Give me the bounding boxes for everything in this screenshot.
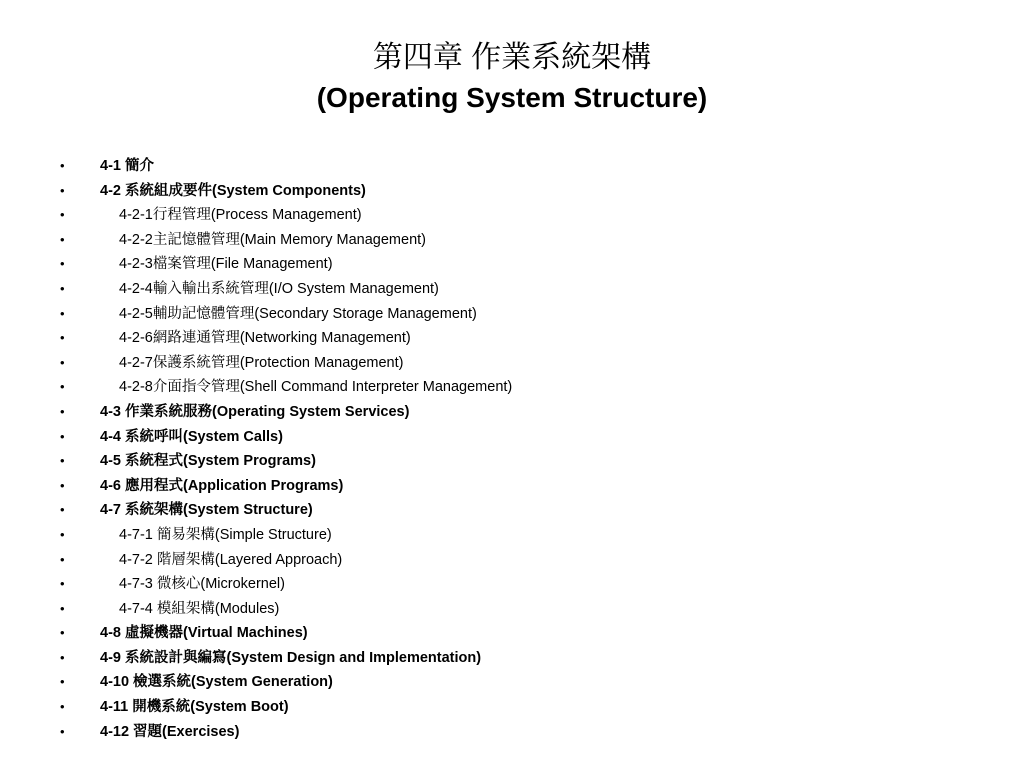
outline-item-text: 4-12 習題(Exercises) bbox=[100, 723, 240, 740]
bullet-icon: • bbox=[60, 379, 65, 395]
outline-subsection-item bbox=[60, 203, 1000, 228]
outline-subsection-item bbox=[60, 351, 1000, 376]
outline-item-text: 4-2-5輔助記憶體管理(Secondary Storage Management) bbox=[119, 305, 477, 322]
outline-item-text: 4-7 系統架構(System Structure) bbox=[100, 502, 313, 519]
outline-section-item bbox=[60, 621, 1000, 646]
outline-section-item bbox=[60, 646, 1000, 671]
outline-subsection-item bbox=[60, 597, 1000, 622]
outline-item-text: 4-8 虛擬機器(Virtual Machines) bbox=[100, 625, 308, 642]
bullet-icon: • bbox=[60, 403, 65, 419]
bullet-icon: • bbox=[60, 526, 65, 542]
bullet-icon: • bbox=[60, 576, 65, 592]
outline-item-text: 4-7-1 簡易架構(Simple Structure) bbox=[119, 526, 332, 543]
outline-item-text: 4-2-1行程管理(Process Management) bbox=[119, 207, 362, 224]
outline-item-text: 4-11 開機系統(System Boot) bbox=[100, 699, 289, 716]
bullet-icon: • bbox=[60, 551, 65, 567]
chapter-outline-list bbox=[60, 154, 1000, 744]
outline-item-text: 4-6 應用程式(Application Programs) bbox=[100, 477, 344, 494]
outline-section-item bbox=[60, 670, 1000, 695]
bullet-icon: • bbox=[60, 330, 65, 346]
bullet-icon: • bbox=[60, 699, 65, 715]
outline-item-text: 4-2-7保護系統管理(Protection Management) bbox=[119, 354, 404, 371]
bullet-icon: • bbox=[60, 649, 65, 665]
outline-item-text: 4-10 檢選系統(System Generation) bbox=[100, 674, 333, 691]
outline-subsection-item bbox=[60, 523, 1000, 548]
outline-item-text: 4-2-6網路連通管理(Networking Management) bbox=[119, 330, 411, 347]
outline-item-text: 4-2-4輸入輸出系統管理(I/O System Management) bbox=[119, 280, 439, 297]
bullet-icon: • bbox=[60, 256, 65, 272]
bullet-icon: • bbox=[60, 600, 65, 616]
title-english: (Operating System Structure) bbox=[316, 82, 708, 113]
bullet-icon: • bbox=[60, 428, 65, 444]
outline-item-text: 4-2-3檔案管理(File Management) bbox=[119, 256, 333, 273]
outline-section-item bbox=[60, 449, 1000, 474]
outline-section-item bbox=[60, 179, 1000, 204]
bullet-icon: • bbox=[60, 674, 65, 690]
outline-section-item bbox=[60, 154, 1000, 179]
outline-item-text: 4-4 系統呼叫(System Calls) bbox=[100, 428, 283, 445]
outline-item-text: 4-7-2 階層架構(Layered Approach) bbox=[119, 551, 343, 568]
slide-title bbox=[0, 38, 1024, 118]
bullet-icon: • bbox=[60, 354, 65, 370]
outline-subsection-item bbox=[60, 302, 1000, 327]
bullet-icon: • bbox=[60, 158, 65, 173]
outline-section-item bbox=[60, 498, 1000, 523]
bullet-icon: • bbox=[60, 625, 65, 641]
outline-subsection-item bbox=[60, 277, 1000, 302]
outline-item-text: 4-2-2主記憶體管理(Main Memory Management) bbox=[119, 231, 426, 248]
outline-subsection-item bbox=[60, 572, 1000, 597]
outline-section-item bbox=[60, 720, 1000, 745]
outline-item-text: 4-5 系統程式(System Programs) bbox=[100, 453, 316, 470]
bullet-icon: • bbox=[60, 723, 65, 739]
outline-section-item bbox=[60, 400, 1000, 425]
bullet-icon: • bbox=[60, 280, 65, 296]
outline-subsection-item bbox=[60, 326, 1000, 351]
bullet-icon: • bbox=[60, 182, 65, 198]
outline-subsection-item bbox=[60, 252, 1000, 277]
outline-subsection-item bbox=[60, 228, 1000, 253]
bullet-icon: • bbox=[60, 305, 65, 321]
outline-item-text: 4-7-4 模組架構(Modules) bbox=[119, 600, 280, 617]
outline-item-text: 4-3 作業系統服務(Operating System Services) bbox=[100, 403, 410, 420]
outline-item-text: 4-7-3 微核心(Microkernel) bbox=[119, 576, 285, 593]
bullet-icon: • bbox=[60, 477, 65, 493]
outline-subsection-item bbox=[60, 548, 1000, 573]
bullet-icon: • bbox=[60, 502, 65, 518]
outline-item-text: 4-2 系統組成要件(System Components) bbox=[100, 182, 366, 199]
outline-section-item bbox=[60, 425, 1000, 450]
outline-section-item bbox=[60, 474, 1000, 499]
outline-item-text: 4-1 簡介 bbox=[100, 158, 154, 174]
bullet-icon: • bbox=[60, 453, 65, 469]
outline-subsection-item bbox=[60, 375, 1000, 400]
outline-item-text: 4-9 系統設計與編寫(System Design and Implementation) bbox=[100, 649, 482, 666]
outline-section-item bbox=[60, 695, 1000, 720]
bullet-icon: • bbox=[60, 207, 65, 223]
bullet-icon: • bbox=[60, 231, 65, 247]
outline-item-text: 4-2-8介面指令管理(Shell Command Interpreter Management) bbox=[119, 379, 513, 396]
title-chinese: 第四章 作業系統架構 bbox=[372, 41, 652, 74]
